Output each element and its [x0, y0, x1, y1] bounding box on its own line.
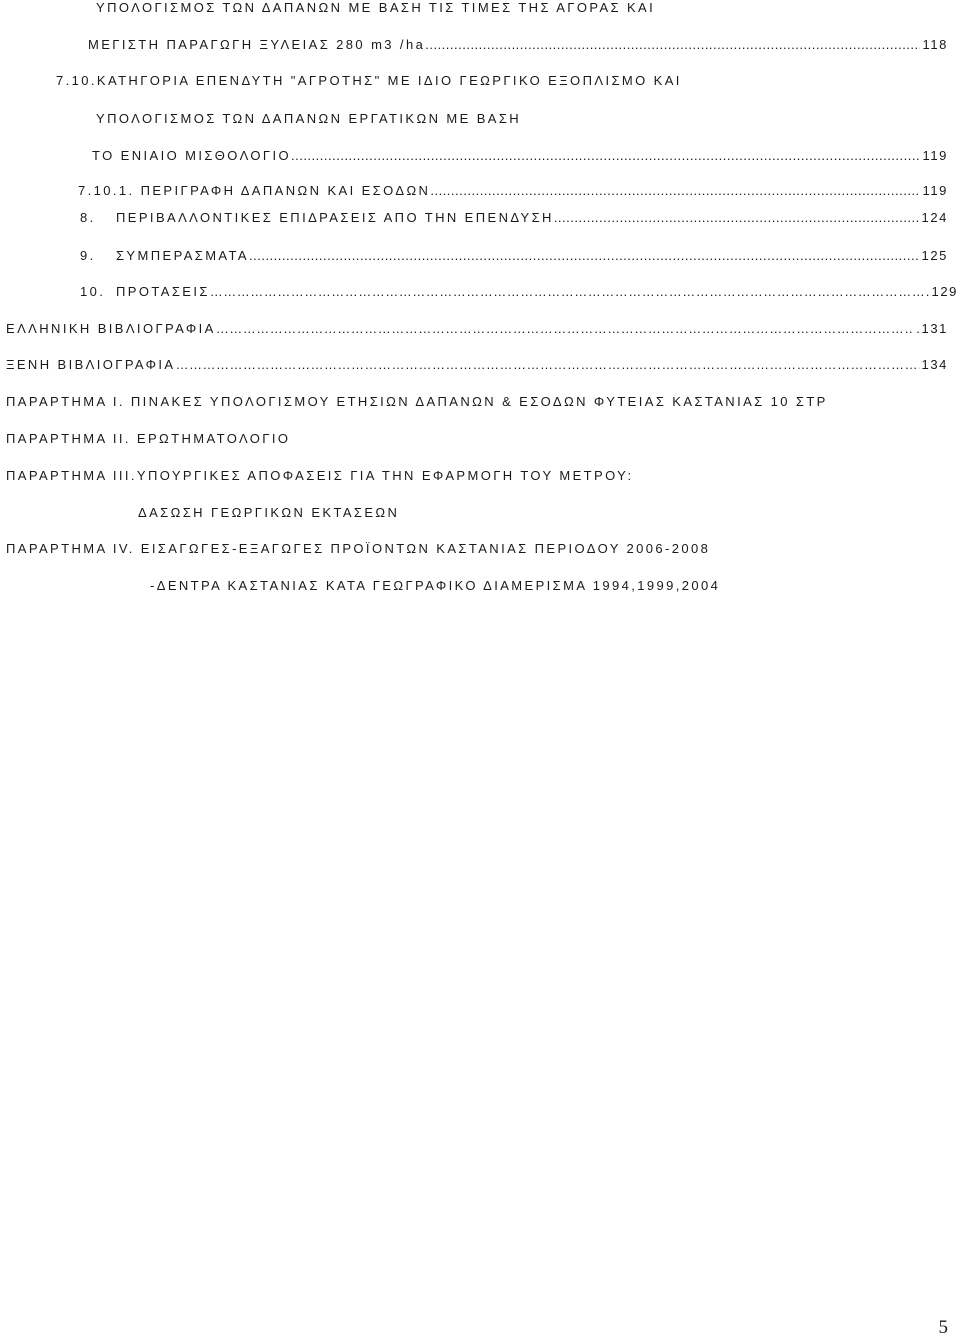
- toc-entry-label: ΠΕΡΙΒΑΛΛΟΝΤΙΚΕΣ ΕΠΙΔΡΑΣΕΙΣ ΑΠΟ ΤΗΝ ΕΠΕΝΔΥΣΗ: [116, 210, 554, 225]
- toc-leader-dots: [249, 248, 920, 264]
- toc-leader-dots: [291, 148, 920, 164]
- toc-entry-label: ΜΕΓΙΣΤΗ ΠΑΡΑΓΩΓΗ ΞΥΛΕΙΑΣ 280 m3 /ha: [88, 37, 426, 52]
- toc-leader-dots: [210, 284, 930, 300]
- toc-entry[interactable]: [80, 284, 958, 300]
- toc-page-number: .131: [916, 321, 948, 336]
- toc-appendix-entry[interactable]: ΠΑΡΑΡΤΗΜΑ ΙΙΙ.ΥΠΟΥΡΓΙΚΕΣ ΑΠΟΦΑΣΕΙΣ ΓΙΑ ΤΗΝ ΕΦΑΡΜΟΓΗ ΤΟΥ ΜΕΤΡΟΥ:: [6, 468, 634, 483]
- toc-entry[interactable]: [78, 183, 948, 199]
- toc-entry-text: ΥΠΟΛΟΓΙΣΜΟΣ ΤΩΝ ΔΑΠΑΝΩΝ ΜΕ ΒΑΣΗ ΤΙΣ ΤΙΜΕΣ ΤΗΣ ΑΓΟΡΑΣ ΚΑΙ: [96, 0, 656, 15]
- toc-leader-dots: [216, 321, 915, 337]
- toc-chapter-number: 8.: [80, 210, 96, 225]
- toc-entry[interactable]: [80, 210, 948, 226]
- toc-leader-dots: [176, 357, 920, 373]
- toc-page-number: 119: [922, 183, 948, 198]
- toc-entry[interactable]: [92, 148, 948, 164]
- toc-appendix-subtitle: ΔΑΣΩΣΗ ΓΕΩΡΓΙΚΩΝ ΕΚΤΑΣΕΩΝ: [138, 505, 400, 520]
- toc-page-number: 118: [922, 37, 948, 52]
- toc-appendix-subtitle: -ΔΕΝΤΡΑ ΚΑΣΤΑΝΙΑΣ ΚΑΤΑ ΓΕΩΓΡΑΦΙΚΟ ΔΙΑΜΕΡΙΣΜΑ 1994,1999,2004: [150, 578, 721, 593]
- toc-leader-dots: [430, 183, 920, 199]
- toc-entry-label: ΣΥΜΠΕΡΑΣΜΑΤΑ: [116, 248, 249, 263]
- toc-page-number: 124: [921, 210, 948, 225]
- toc-appendix-entry[interactable]: ΠΑΡΑΡΤΗΜΑ IV. ΕΙΣΑΓΩΓΕΣ-ΕΞΑΓΩΓΕΣ ΠΡΟΪΟΝΤΩΝ ΚΑΣΤΑΝΙΑΣ ΠΕΡΙΟΔΟΥ 2006-2008: [6, 541, 711, 556]
- toc-entry-label: ΤΟ ΕΝΙΑΙΟ ΜΙΣΘΟΛΟΓΙΟ: [92, 148, 291, 163]
- toc-leader-dots: [425, 37, 920, 53]
- toc-appendix-entry[interactable]: ΠΑΡΑΡΤΗΜΑ ΙΙ. ΕΡΩΤΗΜΑΤΟΛΟΓΙΟ: [6, 431, 291, 446]
- toc-chapter-number: 9.: [80, 248, 96, 263]
- toc-entry-label: ΕΛΛΗΝΙΚΗ ΒΙΒΛΙΟΓΡΑΦΙΑ: [6, 321, 216, 336]
- toc-appendix-entry[interactable]: ΠΑΡΑΡΤΗΜΑ Ι. ΠΙΝΑΚΕΣ ΥΠΟΛΟΓΙΣΜΟΥ ΕΤΗΣΙΩΝ ΔΑΠΑΝΩΝ & ΕΣΟΔΩΝ ΦΥΤΕΙΑΣ ΚΑΣΤΑΝΙΑΣ 10 ΣΤΡ: [6, 394, 828, 409]
- toc-entry[interactable]: [80, 248, 948, 264]
- toc-entry-text: 7.10.ΚΑΤΗΓΟΡΙΑ ΕΠΕΝΔΥΤΗ "ΑΓΡΟΤΗΣ" ΜΕ ΙΔΙΟ ΓΕΩΡΓΙΚΟ ΕΞΟΠΛΙΣΜΟ ΚΑΙ: [56, 73, 682, 88]
- toc-entry[interactable]: [88, 37, 948, 53]
- toc-page-number: 125: [921, 248, 948, 263]
- toc-entry-label: ΠΡΟΤΑΣΕΙΣ: [116, 284, 210, 299]
- page-number: 5: [938, 1317, 948, 1338]
- toc-page-number: 134: [921, 357, 948, 372]
- toc-entry-text: ΥΠΟΛΟΓΙΣΜΟΣ ΤΩΝ ΔΑΠΑΝΩΝ ΕΡΓΑΤΙΚΩΝ ΜΕ ΒΑΣΗ: [96, 111, 522, 126]
- toc-entry[interactable]: [6, 357, 948, 373]
- toc-page-number: 129: [931, 284, 958, 299]
- toc-page-number: 119: [922, 148, 948, 163]
- toc-entry-label: 7.10.1. ΠΕΡΙΓΡΑΦΗ ΔΑΠΑΝΩΝ ΚΑΙ ΕΣΟΔΩΝ: [78, 183, 431, 198]
- toc-chapter-number: 10.: [80, 284, 106, 299]
- toc-leader-dots: [554, 210, 920, 226]
- toc-entry[interactable]: [6, 321, 948, 337]
- toc-entry-label: ΞΕΝΗ ΒΙΒΛΙΟΓΡΑΦΙΑ: [6, 357, 176, 372]
